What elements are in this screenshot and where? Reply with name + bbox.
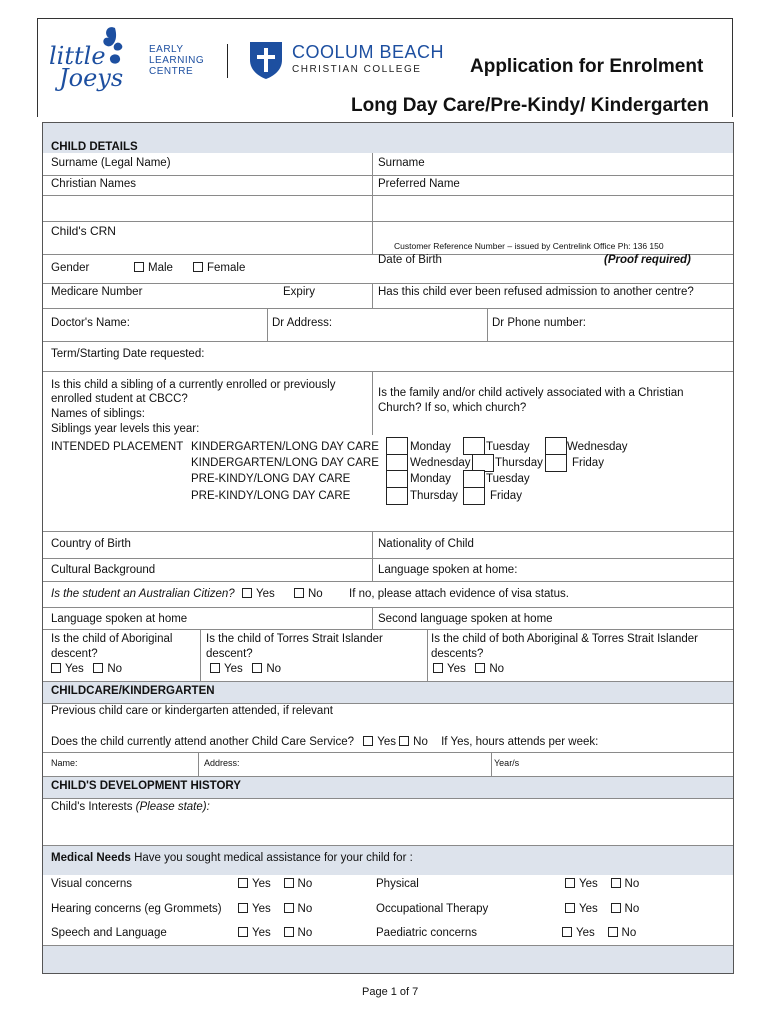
logo1-text-2: LEARNING <box>149 55 205 66</box>
paediatric-options[interactable] <box>562 926 636 940</box>
torres-yes-checkbox[interactable] <box>210 663 220 673</box>
please-state: (Please state): <box>135 801 210 813</box>
aboriginal-q2: descent? <box>51 648 98 660</box>
page-title: Application for Enrolment <box>470 56 704 77</box>
female-label: Female <box>207 262 246 274</box>
torres-no-label: No <box>266 663 282 675</box>
citizen-question: Is the student an Australian Citizen? <box>51 588 235 600</box>
ot-options[interactable] <box>565 902 639 916</box>
both-no-checkbox[interactable] <box>475 663 485 673</box>
label-nationality: Nationality of Child <box>378 538 474 550</box>
aboriginal-q1: Is the child of Aboriginal <box>51 633 173 645</box>
hearing-no-label: No <box>297 903 313 915</box>
other-service-yes-checkbox[interactable] <box>363 736 373 746</box>
torres-options[interactable] <box>210 662 281 676</box>
label-second-language: Second language spoken at home <box>378 613 553 625</box>
church-q1: Is the family and/or child actively associated with a Christian <box>378 387 684 399</box>
interests-text: Child's Interests <box>51 801 133 813</box>
placement-row-3-label: PRE-KINDY/LONG DAY CARE <box>191 473 351 485</box>
citizen-yes-label: Yes <box>256 588 275 600</box>
hearing-yes-checkbox[interactable] <box>238 903 248 913</box>
logo1-line1: little <box>49 42 106 70</box>
section-childcare: CHILDCARE/KINDERGARTEN <box>51 685 215 697</box>
placement-label: INTENDED PLACEMENT <box>51 441 184 453</box>
sibling-q2: enrolled student at CBCC? <box>51 393 188 405</box>
label-doctor-name: Doctor's Name: <box>51 317 130 329</box>
ot-no-label: No <box>624 903 640 915</box>
medical-needs-row <box>51 851 413 865</box>
gender-male-option[interactable] <box>134 261 173 275</box>
label-language-home-q: Language spoken at home: <box>378 564 518 576</box>
speech-no-checkbox[interactable] <box>284 927 294 937</box>
speech-options[interactable] <box>238 926 312 940</box>
both-q2: descents? <box>431 648 484 660</box>
day-r3-monday: Monday <box>410 473 451 485</box>
label-visual: Visual concerns <box>51 878 132 890</box>
day-box-r4-thursday[interactable] <box>386 487 408 505</box>
aboriginal-no-checkbox[interactable] <box>93 663 103 673</box>
both-options[interactable] <box>433 662 504 676</box>
label-years: Year/s <box>494 758 520 768</box>
female-checkbox[interactable] <box>193 262 203 272</box>
medical-needs-label: Medical Needs <box>51 852 131 864</box>
logo2-line2: CHRISTIAN COLLEGE <box>292 64 422 75</box>
placement-row-2-label: KINDERGARTEN/LONG DAY CARE <box>191 457 379 469</box>
crn-note: Customer Reference Number – issued by Centrelink Office Ph: 136 150 <box>394 241 664 251</box>
placement-row-4-label: PRE-KINDY/LONG DAY CARE <box>191 490 351 502</box>
label-preferred-name: Preferred Name <box>378 178 460 190</box>
label-interests <box>51 800 210 814</box>
day-box-r1-wednesday[interactable] <box>545 437 567 455</box>
hearing-yes-label: Yes <box>252 903 271 915</box>
logo2-line1: COOLUM BEACH <box>292 42 445 62</box>
physical-yes-checkbox[interactable] <box>565 878 575 888</box>
torres-yes-label: Yes <box>224 663 243 675</box>
physical-no-label: No <box>624 878 640 890</box>
torres-q2: descent? <box>206 648 253 660</box>
aboriginal-no-label: No <box>107 663 123 675</box>
physical-yes-label: Yes <box>579 878 598 890</box>
label-dr-phone: Dr Phone number: <box>492 317 586 329</box>
male-label: Male <box>148 262 173 274</box>
placement-row-1-label: KINDERGARTEN/LONG DAY CARE <box>191 441 379 453</box>
label-dob: Date of Birth <box>378 254 442 266</box>
day-box-r4-friday[interactable] <box>463 487 485 505</box>
paediatric-no-label: No <box>621 927 637 939</box>
label-hearing: Hearing concerns (eg Grommets) <box>51 903 222 915</box>
label-christian-names: Christian Names <box>51 178 136 190</box>
label-speech: Speech and Language <box>51 927 167 939</box>
visual-yes-label: Yes <box>252 878 271 890</box>
label-paediatric: Paediatric concerns <box>376 927 477 939</box>
hours-question: If Yes, hours attends per week: <box>441 736 599 748</box>
day-box-r1-monday[interactable] <box>386 437 408 455</box>
sibling-years: Siblings year levels this year: <box>51 423 200 435</box>
label-cultural: Cultural Background <box>51 564 156 576</box>
medical-question: Have you sought medical assistance for your child for : <box>134 852 413 864</box>
label-expiry: Expiry <box>283 286 315 298</box>
day-r1-monday: Monday <box>410 441 451 453</box>
hearing-no-checkbox[interactable] <box>284 903 294 913</box>
section-development: CHILD'S DEVELOPMENT HISTORY <box>51 780 241 792</box>
ot-yes-checkbox[interactable] <box>565 903 575 913</box>
label-surname-legal: Surname (Legal Name) <box>51 157 171 169</box>
torres-q1: Is the child of Torres Strait Islander <box>206 633 383 645</box>
label-gender: Gender <box>51 262 90 274</box>
college-crest-icon <box>246 38 286 80</box>
section-child-details: CHILD DETAILS <box>51 141 138 153</box>
citizen-yes-option[interactable] <box>242 587 275 601</box>
other-service-yes-label: Yes <box>377 736 396 748</box>
label-prev-childcare: Previous child care or kindergarten attended, if relevant <box>51 705 333 717</box>
label-ot: Occupational Therapy <box>376 903 489 915</box>
logo1-text-1: EARLY <box>149 44 184 55</box>
speech-yes-label: Yes <box>252 927 271 939</box>
ot-yes-label: Yes <box>579 903 598 915</box>
visual-yes-checkbox[interactable] <box>238 878 248 888</box>
logo1-line2: Joeys <box>59 64 124 92</box>
coolum-logo <box>246 38 456 82</box>
page-number: Page 1 of 7 <box>362 986 419 998</box>
logo-divider <box>227 44 228 78</box>
both-no-label: No <box>489 663 505 675</box>
label-surname: Surname <box>378 157 425 169</box>
citizen-yes-checkbox[interactable] <box>242 588 252 598</box>
both-yes-checkbox[interactable] <box>433 663 443 673</box>
hearing-options[interactable] <box>238 902 312 916</box>
ot-no-checkbox[interactable] <box>611 903 621 913</box>
paediatric-no-checkbox[interactable] <box>608 927 618 937</box>
day-box-r3-monday[interactable] <box>386 470 408 488</box>
paediatric-yes-label: Yes <box>576 927 595 939</box>
label-refused: Has this child ever been refused admission to another centre? <box>378 286 694 298</box>
gender-female-option[interactable] <box>193 261 245 275</box>
day-r1-tuesday: Tuesday <box>486 441 530 453</box>
label-term-start: Term/Starting Date requested: <box>51 348 205 360</box>
other-service-question <box>51 735 598 749</box>
aboriginal-yes-checkbox[interactable] <box>51 663 61 673</box>
church-q2: Church? If so, which church? <box>378 402 527 414</box>
other-service-no-checkbox[interactable] <box>399 736 409 746</box>
citizen-no-checkbox[interactable] <box>294 588 304 598</box>
visual-no-checkbox[interactable] <box>284 878 294 888</box>
day-r4-thursday: Thursday <box>410 490 458 502</box>
logo1-text-3: CENTRE <box>149 66 194 77</box>
sibling-q1: Is this child a sibling of a currently enrolled or previously <box>51 379 336 391</box>
aboriginal-options[interactable] <box>51 662 122 676</box>
paediatric-yes-checkbox[interactable] <box>562 927 572 937</box>
aboriginal-yes-label: Yes <box>65 663 84 675</box>
other-service-q-text: Does the child currently attend another Child Care Service? <box>51 736 354 748</box>
label-medicare: Medicare Number <box>51 286 143 298</box>
speech-yes-checkbox[interactable] <box>238 927 248 937</box>
label-country-birth: Country of Birth <box>51 538 131 550</box>
male-checkbox[interactable] <box>134 262 144 272</box>
day-r2-wednesday: Wednesday <box>410 457 471 469</box>
day-r1-wednesday: Wednesday <box>567 441 628 453</box>
proof-required: (Proof required) <box>604 254 691 266</box>
label-language-home: Language spoken at home <box>51 613 188 625</box>
visual-options[interactable] <box>238 877 312 891</box>
label-name: Name: <box>51 758 78 768</box>
day-box-r3-tuesday[interactable] <box>463 470 485 488</box>
sibling-names: Names of siblings: <box>51 408 145 420</box>
citizen-no-label: No <box>308 588 323 600</box>
other-service-no-label: No <box>413 736 428 748</box>
little-joeys-logo <box>45 22 215 94</box>
physical-options[interactable] <box>565 877 639 891</box>
label-crn: Child's CRN <box>51 224 116 238</box>
day-box-r1-tuesday[interactable] <box>463 437 485 455</box>
visual-no-label: No <box>297 878 313 890</box>
citizen-no-option[interactable] <box>294 587 323 601</box>
label-dr-address: Dr Address: <box>272 317 333 329</box>
physical-no-checkbox[interactable] <box>611 878 621 888</box>
both-yes-label: Yes <box>447 663 466 675</box>
visa-note: If no, please attach evidence of visa status. <box>349 588 569 600</box>
day-r2-friday: Friday <box>572 457 604 469</box>
speech-no-label: No <box>297 927 313 939</box>
day-r2-thursday: Thursday <box>495 457 543 469</box>
label-address: Address: <box>204 758 240 768</box>
day-box-r2-friday[interactable] <box>545 454 567 472</box>
page-subtitle: Long Day Care/Pre-Kindy/ Kindergarten <box>351 95 709 116</box>
label-physical: Physical <box>376 878 419 890</box>
both-q1: Is the child of both Aboriginal & Torres Strait Islander <box>431 633 698 645</box>
day-r4-friday: Friday <box>490 490 522 502</box>
torres-no-checkbox[interactable] <box>252 663 262 673</box>
day-r3-tuesday: Tuesday <box>486 473 530 485</box>
